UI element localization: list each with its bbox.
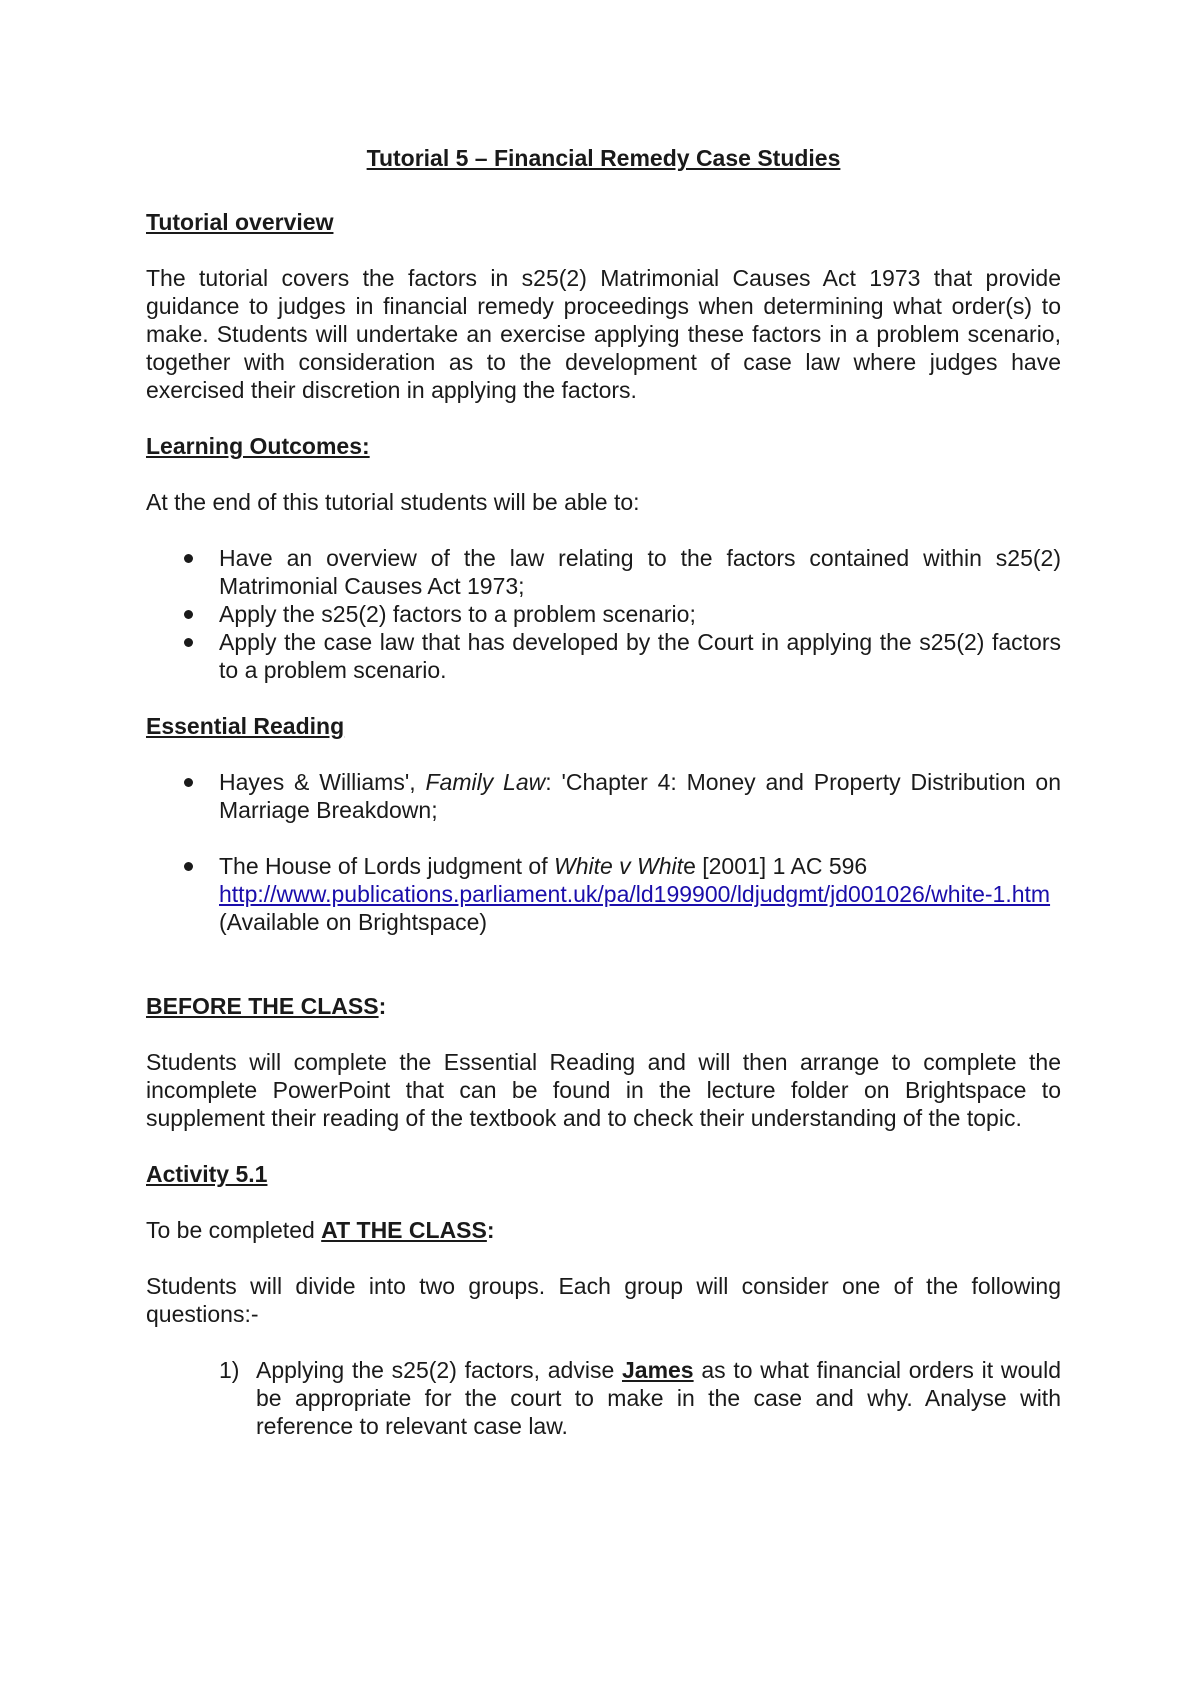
- before-colon: :: [378, 993, 387, 1019]
- bullet-icon: [184, 554, 193, 563]
- overview-heading: Tutorial overview: [146, 209, 334, 235]
- activity-heading: Activity 5.1: [146, 1161, 268, 1187]
- before-heading: BEFORE THE CLASS: [146, 993, 379, 1019]
- outcome-text: Have an overview of the law relating to the factors contained within s25(2) Matrimonial Causes Act 1973;: [219, 545, 1061, 599]
- availability-note: (Available on Brightspace): [219, 909, 488, 935]
- outcomes-list: [146, 544, 1061, 684]
- bullet-icon: [184, 638, 193, 647]
- judgment-link[interactable]: http://www.publications.parliament.uk/pa/ld199900/ldjudgmt/jd001026/white-1.htm: [219, 881, 1051, 907]
- document-body: [146, 144, 1061, 1440]
- reading-list-2: [146, 852, 1061, 936]
- outcome-text: Apply the case law that has developed by the Court in applying the s25(2) factors to a problem scenario.: [219, 629, 1061, 683]
- reading-pre: The House of Lords judgment of: [219, 853, 554, 879]
- activity-intro: Students will divide into two groups. Each group will consider one of the following questions:-: [146, 1273, 1061, 1327]
- book-title: Family Law: [425, 769, 546, 795]
- list-item: [146, 544, 1061, 600]
- list-item: [146, 1356, 1061, 1440]
- before-heading-line: [146, 992, 1061, 1020]
- question-post: as to what financial orders it would be appropriate for the court to make in the case and why. Analyse with reference to relevant case law.: [256, 1357, 1061, 1439]
- activity-instruction: [146, 1216, 1061, 1244]
- activity-line-bold: AT THE CLASS: [321, 1217, 487, 1243]
- question-pre: Applying the s25(2) factors, advise: [256, 1357, 622, 1383]
- reading-heading: Essential Reading: [146, 713, 345, 739]
- bullet-icon: [184, 778, 193, 787]
- reading-pre: Hayes & Williams',: [219, 769, 426, 795]
- before-text: Students will complete the Essential Reading and will then arrange to complete the incomplete PowerPoint that can be found in the lecture folder on Brightspace to supplement their reading of the textbook and to check their understanding of the topic.: [146, 1049, 1061, 1131]
- document-title: Tutorial 5 – Financial Remedy Case Studies: [366, 145, 841, 171]
- case-name: White v Whit: [553, 853, 684, 879]
- client-name: James: [621, 1357, 694, 1383]
- activity-line-pre: To be completed: [146, 1217, 322, 1243]
- case-citation: e [2001] 1 AC 596: [683, 853, 868, 879]
- reading-list: [146, 768, 1061, 824]
- questions-list: [146, 1356, 1061, 1440]
- list-item: [146, 600, 1061, 628]
- list-item: [146, 628, 1061, 684]
- outcomes-intro: At the end of this tutorial students will be able to:: [146, 489, 640, 515]
- activity-line-post: :: [486, 1217, 495, 1243]
- list-item: [146, 768, 1061, 824]
- overview-text: The tutorial covers the factors in s25(2) Matrimonial Causes Act 1973 that provide guidance to judges in financial remedy proceedings when determining what order(s) to make. Students will undertake an exercise applying these factors in a problem scenario, together with consideration as to the development of case law where judges have exercised their discretion in applying the factors.: [146, 265, 1061, 403]
- reading-post: : 'Chapter 4: Money and Property Distribution on Marriage Breakdown;: [219, 769, 1061, 823]
- bullet-icon: [184, 862, 193, 871]
- list-item: [146, 852, 1061, 936]
- outcome-text: Apply the s25(2) factors to a problem scenario;: [219, 601, 696, 627]
- outcomes-heading: Learning Outcomes:: [146, 433, 370, 459]
- question-number: 1): [219, 1357, 240, 1383]
- bullet-icon: [184, 610, 193, 619]
